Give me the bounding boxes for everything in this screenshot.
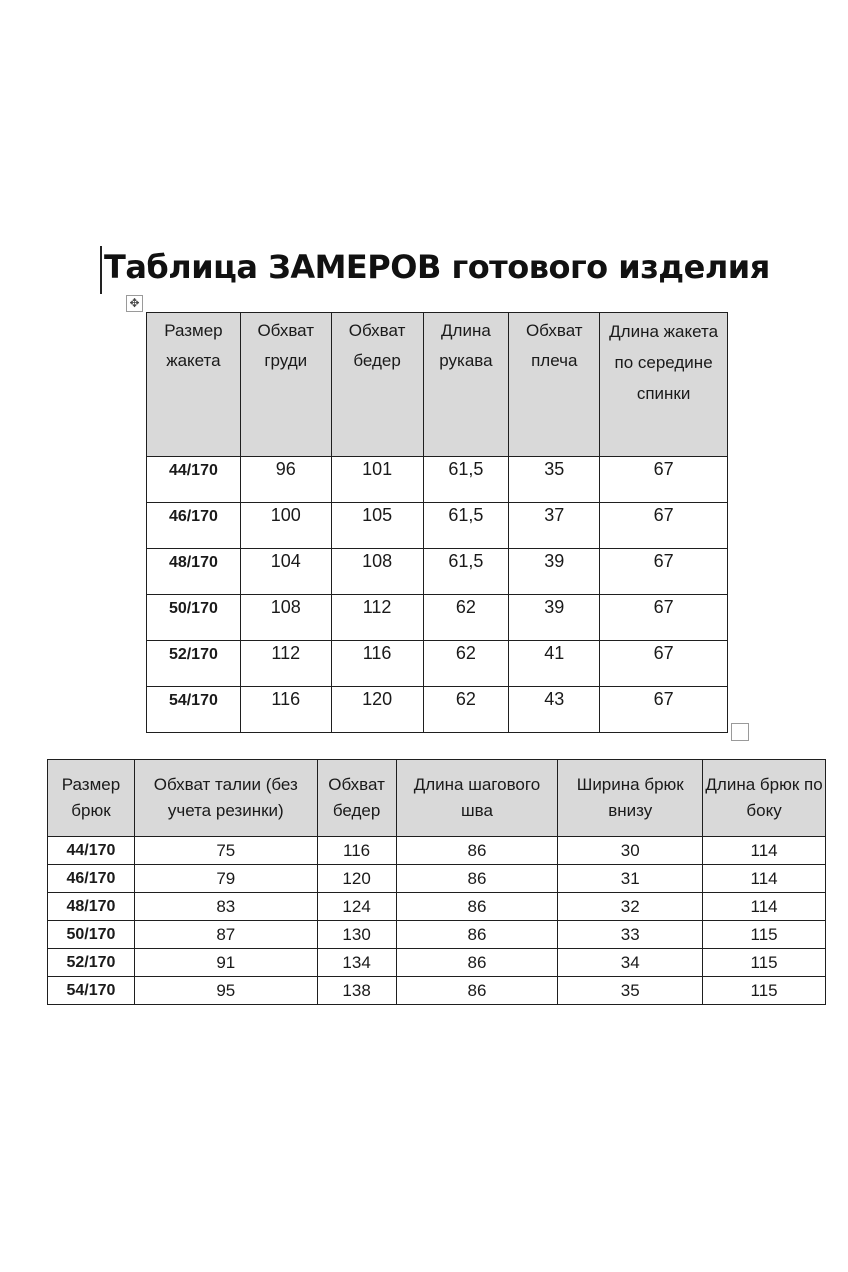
column-header: Обхват плеча — [509, 313, 600, 457]
table-cell: 108 — [240, 595, 331, 641]
table-row — [48, 865, 826, 893]
size-cell: 46/170 — [48, 865, 135, 893]
table-cell: 112 — [240, 641, 331, 687]
column-header: Ширина брюк внизу — [558, 760, 703, 837]
table-cell: 32 — [558, 893, 703, 921]
table-cell: 67 — [600, 549, 728, 595]
table-cell: 67 — [600, 687, 728, 733]
table-cell: 115 — [703, 977, 826, 1005]
table-cell: 67 — [600, 503, 728, 549]
size-cell: 44/170 — [147, 457, 241, 503]
table-cell: 120 — [331, 687, 423, 733]
table-cell: 115 — [703, 949, 826, 977]
table-cell: 37 — [509, 503, 600, 549]
table-row — [48, 921, 826, 949]
jacket-measurements-table — [146, 312, 728, 733]
size-cell: 50/170 — [147, 595, 241, 641]
table-cell: 96 — [240, 457, 331, 503]
table-cell: 124 — [317, 893, 396, 921]
table-cell: 91 — [134, 949, 317, 977]
table-cell: 108 — [331, 549, 423, 595]
table-cell: 39 — [509, 595, 600, 641]
size-cell: 54/170 — [147, 687, 241, 733]
column-header: Обхват груди — [240, 313, 331, 457]
table-cell: 79 — [134, 865, 317, 893]
size-cell: 46/170 — [147, 503, 241, 549]
table-cell: 86 — [396, 949, 558, 977]
column-header: Обхват талии (без учета резинки) — [134, 760, 317, 837]
table-cell: 41 — [509, 641, 600, 687]
table-cell: 62 — [423, 641, 509, 687]
table-cell: 35 — [509, 457, 600, 503]
size-cell: 52/170 — [147, 641, 241, 687]
table-cell: 116 — [240, 687, 331, 733]
column-header: Длина шагового шва — [396, 760, 558, 837]
table-row — [48, 837, 826, 865]
text-cursor — [100, 246, 102, 294]
table-cell: 130 — [317, 921, 396, 949]
size-cell: 52/170 — [48, 949, 135, 977]
table-cell: 67 — [600, 641, 728, 687]
table-cell: 86 — [396, 893, 558, 921]
table-cell: 35 — [558, 977, 703, 1005]
table-cell: 39 — [509, 549, 600, 595]
table-cell: 31 — [558, 865, 703, 893]
table-row — [147, 595, 728, 641]
table-cell: 120 — [317, 865, 396, 893]
table-cell: 67 — [600, 457, 728, 503]
column-header: Длина брюк по боку — [703, 760, 826, 837]
size-cell: 48/170 — [147, 549, 241, 595]
table-cell: 134 — [317, 949, 396, 977]
table-cell: 104 — [240, 549, 331, 595]
table-row — [48, 893, 826, 921]
table-row — [147, 641, 728, 687]
column-header: Длина жакета по середине спинки — [600, 313, 728, 457]
table-row — [147, 457, 728, 503]
size-cell: 48/170 — [48, 893, 135, 921]
table-cell: 86 — [396, 865, 558, 893]
table-cell: 101 — [331, 457, 423, 503]
column-header: Обхват бедер — [317, 760, 396, 837]
pants-measurements-table — [47, 759, 826, 1005]
table-move-icon[interactable]: ✥ — [126, 295, 143, 312]
table-cell: 100 — [240, 503, 331, 549]
table-cell: 34 — [558, 949, 703, 977]
table-row — [147, 687, 728, 733]
table-cell: 86 — [396, 837, 558, 865]
table-cell: 116 — [331, 641, 423, 687]
table-resize-handle[interactable] — [731, 723, 749, 741]
table-cell: 61,5 — [423, 457, 509, 503]
table-cell: 61,5 — [423, 549, 509, 595]
table-cell: 115 — [703, 921, 826, 949]
table-cell: 86 — [396, 977, 558, 1005]
table-cell: 62 — [423, 687, 509, 733]
table-cell: 86 — [396, 921, 558, 949]
table-header-row — [48, 760, 826, 837]
size-cell: 50/170 — [48, 921, 135, 949]
table-cell: 67 — [600, 595, 728, 641]
column-header: Обхват бедер — [331, 313, 423, 457]
table-cell: 62 — [423, 595, 509, 641]
table-row — [147, 549, 728, 595]
table-cell: 33 — [558, 921, 703, 949]
table-cell: 112 — [331, 595, 423, 641]
table-cell: 116 — [317, 837, 396, 865]
column-header: Длина рукава — [423, 313, 509, 457]
table-row — [147, 503, 728, 549]
table-header-row — [147, 313, 728, 457]
size-cell: 54/170 — [48, 977, 135, 1005]
table-cell: 114 — [703, 893, 826, 921]
table-cell: 114 — [703, 837, 826, 865]
table-cell: 114 — [703, 865, 826, 893]
table-cell: 87 — [134, 921, 317, 949]
column-header: Размер жакета — [147, 313, 241, 457]
table-cell: 138 — [317, 977, 396, 1005]
table-cell: 61,5 — [423, 503, 509, 549]
table-row — [48, 977, 826, 1005]
table-cell: 105 — [331, 503, 423, 549]
table-row — [48, 949, 826, 977]
table-cell: 95 — [134, 977, 317, 1005]
size-cell: 44/170 — [48, 837, 135, 865]
table-cell: 75 — [134, 837, 317, 865]
table-cell: 30 — [558, 837, 703, 865]
page-title: Таблица ЗАМЕРОВ готового изделия — [104, 248, 770, 286]
column-header: Размер брюк — [48, 760, 135, 837]
table-cell: 43 — [509, 687, 600, 733]
table-cell: 83 — [134, 893, 317, 921]
